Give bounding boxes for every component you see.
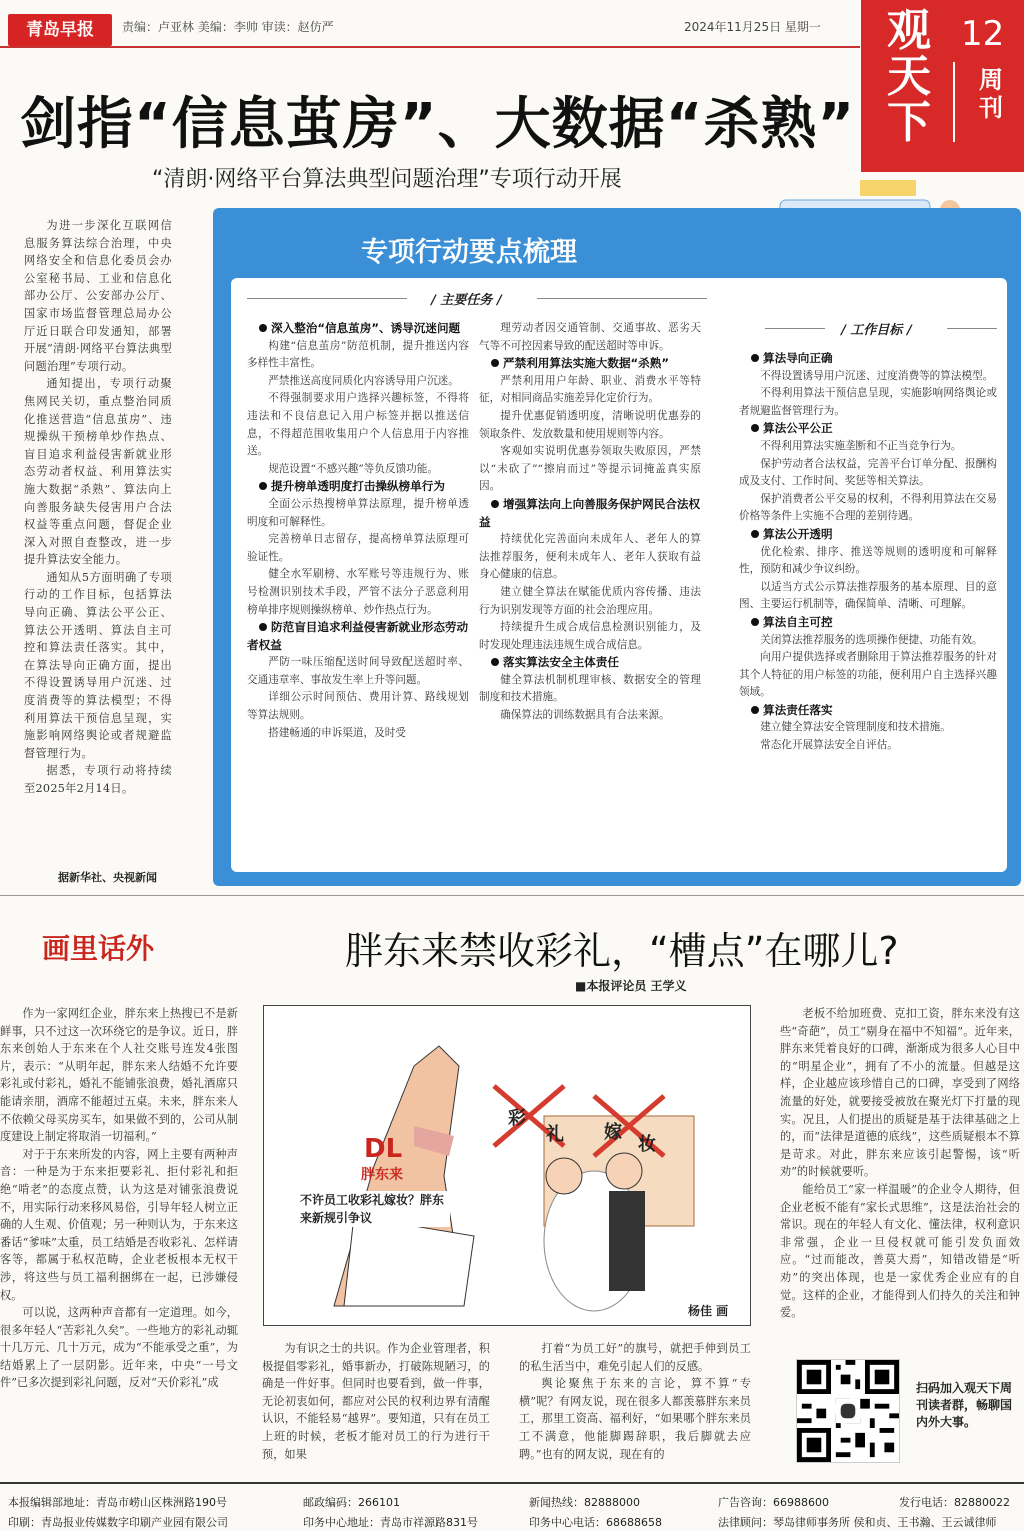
box-item-heading: 算法公开透明 (739, 526, 997, 544)
paragraph: 理劳动者因交通管制、交通事故、恶劣天气等不可控因素导致的配送超时等申诉。 (479, 322, 701, 352)
paragraph: 详细公示时间预估、费用计算、路线规划等算法规则。 (247, 691, 469, 722)
paragraph: 客观如实说明优惠券领取失败原因，严禁以“未砍了”“擦肩而过”等提示词掩盖真实原因。 (479, 445, 701, 493)
paragraph: 不得利用算法实施垄断和不正当竞争行为。 (760, 439, 962, 452)
footer-print-address: 印务中心地址：青岛市祥源路831号 (303, 1516, 478, 1529)
bullet-icon (491, 658, 499, 666)
paragraph: 老板不给加班费、克扣工资，胖东来没有这些“奇葩”，员工“剔身在福中不知福”。近年来，胖东来凭着良好的口碑，渐渐成为很多人心目中的“明星企业”，拥有了不小的流量。但越是这样，企业越应该珍惜自己的口碑，享受到了网络流量的好处，就要接受被放在聚光灯下打量的现实。况且，人们提出的质疑是基于法律基础之上的，而“法律是道德的底线”，这些质疑根本不算是苛求。对此，胖东来应该引起警惕，该“听劝”的时候就要听。 (780, 1007, 1020, 1179)
cartoon-word: 彩 (508, 1108, 526, 1129)
paragraph: 通知提出，专项行动聚焦网民关切，重点整治同质化推送营造“信息茧房”、违规操纵干预榜单炒作热点、盲目追求利益侵害新就业形态劳动者权益、利用算法实施大数据“杀熟”、算法向上向善服务缺失侵害用户合法权益等重点问题，督促企业深入对照自查整改，进一步提升算法安全能力。 (24, 377, 172, 567)
paragraph: 保护劳动者合法权益，完善平台订单分配、报酬构成及支付、工作时间、奖惩等相关算法。 (739, 457, 997, 488)
box-item-heading: 算法责任落实 (739, 702, 997, 720)
footer-printer: 印刷：青岛报业传媒数字印刷产业园有限公司 (8, 1516, 228, 1529)
story2-headline: 胖东来禁收彩礼，“槽点”在哪儿? (345, 929, 899, 973)
weekly-label: 周刊 (979, 66, 1003, 122)
page-number: 12 (961, 14, 1005, 54)
story1-byline: 据新华社、央视新闻 (58, 871, 157, 884)
cartoon-notice: 不许员工收彩礼嫁妆？胖东来新规引争议 (300, 1191, 450, 1227)
paragraph: 以适当方式公示算法推荐服务的基本原理、目的意图、主要运行机制等，确保简单、清晰、可理解。 (739, 580, 997, 611)
box-title: 专项行动要点梳理 (361, 237, 577, 268)
paragraph: 向用户提供选择或者删除用于算法推荐服务的针对其个人特征的用户标签的功能，便利用户自主选择兴趣领域。 (739, 651, 997, 699)
publish-date: 2024年11月25日 星期一 (684, 20, 821, 34)
story2-column-2 (262, 1340, 490, 1463)
cartoon-word: 礼 (546, 1124, 564, 1145)
cartoon-word: 妆 (638, 1134, 656, 1155)
footer-ad: 广告咨询：66988600 (718, 1496, 829, 1509)
paragraph: 为进一步深化互联网信息服务算法综合治理，中央网络安全和信息化委员会办公室秘书局、工业和信息化部办公厅、公安部办公厅、国家市场监督管理总局办公厅近日联合印发通知，部署开展“清朗·网络平台算法典型问题治理”专项行动。 (24, 219, 172, 373)
box-column-1 (247, 320, 469, 742)
story2-column-1 (0, 1005, 238, 1392)
paragraph: 严防一味压缩配送时间导致配送超时率、交通违章率、事故发生率上升等问题。 (247, 656, 469, 686)
paragraph: 通知从5方面明确了专项行动的工作目标，包括算法导向正确、算法公平公正、算法公开透明、算法自主可控和算法责任落实。其中，在算法导向正确方面，提出不得设置诱导用户沉迷、过度消费等的算法模型；不得利用算法干预信息呈现，实施影响网络舆论或者规避监督管理行为。 (24, 570, 172, 760)
footer (0, 1482, 1024, 1531)
bullet-icon (751, 618, 759, 626)
box-item-heading: 深入整治“信息茧房”、诱导沉迷问题 (247, 320, 469, 338)
box-column-2 (479, 320, 701, 725)
header-rule (0, 46, 860, 48)
key-points-box (213, 208, 1021, 886)
bullet-icon (751, 354, 759, 362)
paragraph: 提升优惠促销透明度，清晰说明优惠券的领取条件、发放数量和使用规则等内容。 (479, 409, 701, 440)
footer-postcode: 邮政编码：266101 (303, 1496, 400, 1509)
paragraph: 全面公示热搜榜单算法原理，提升榜单透明度和可解释性。 (247, 497, 469, 528)
story1-headline: 剑指“信息茧房”、大数据“杀熟” (20, 92, 856, 157)
box-item-heading: 算法导向正确 (739, 350, 997, 368)
story2-byline: ■本报评论员 王学义 (575, 979, 687, 993)
story1-body (24, 217, 172, 798)
story1-subhead: “清朗·网络平台算法典型问题治理”专项行动开展 (152, 167, 622, 192)
qr-code-pattern (797, 1360, 899, 1462)
cartoon-drawing (264, 1006, 751, 1326)
paragraph: 严禁推送高度同质化内容诱导用户沉迷。 (268, 374, 459, 387)
paragraph: 对于于东来所发的内容，网上主要有两种声音：一种是为于东来拒要彩礼、拒付彩礼和拒绝“啃老”的态度点赞，认为这是对铺张浪费说不，用实际行动来移风易俗，引导年轻人树立正确的人生观、价值观；另一种则认为，于东来这番话“爹味”太重，员工结婚是否收彩礼、怎样请客等，都属于私权范畴，企业老板根本无权干涉，将这些与员工福利捆绑在一起，已涉嫌侵权。 (0, 1147, 238, 1302)
paragraph: 不得强制要求用户选择兴趣标签，不得将违法和不良信息记入用户标签并据以推送信息，不得超范围收集用户个人信息用于内容推送。 (247, 392, 469, 458)
paragraph: 为有识之士的共识。作为企业管理者，积极提倡零彩礼，婚事新办，打破陈规陋习，的确是一件好事。但同时也要看到，做一件事，无论初衷如何，都应对公民的权利边界有清醒认识，不能轻易“越界”。要知道，只有在员工上班的时候，老板才能对员工的行为进行干预，如果 (262, 1342, 490, 1461)
box-item-heading: 算法自主可控 (739, 614, 997, 632)
page-credits: 责编：卢亚林 美编：李帅 审读：赵仿严 (122, 20, 334, 34)
bullet-icon (491, 500, 499, 508)
paragraph: 建立健全算法在赋能优质内容传播、违法行为识别发现等方面的社会治理应用。 (479, 585, 701, 616)
box-item-heading: 提升榜单透明度打击操纵榜单行为 (247, 478, 469, 496)
section-badge (861, 0, 1024, 172)
story2-column-4 (780, 1005, 1020, 1322)
paragraph: 不得设置诱导用户沉迷、过度消费等的算法模型。 (760, 369, 994, 382)
paragraph: 构建“信息茧房”防范机制，提升推送内容多样性丰富性。 (247, 339, 469, 370)
newspaper-logo: 青岛早报 (8, 14, 112, 46)
footer-address: 本报编辑部地址：青岛市崂山区株洲路190号 (8, 1496, 227, 1509)
paragraph: 可以说，这两种声音都有一定道理。如今，很多年轻人“苦彩礼久矣”。一些地方的彩礼动辄十几万元、几十万元，成为“不能承受之重”，为结婚累上了一层阴影。近年来，中央“一号文件”已多次提到彩礼问题，反对“天价彩礼”成 (0, 1306, 238, 1390)
paragraph: 搭建畅通的申诉渠道，及时受 (268, 726, 406, 739)
box-item-heading: 算法公平公正 (739, 420, 997, 438)
paragraph: 打着“为员工好”的旗号，就把手伸到员工的私生活当中，难免引起人们的反感。 (519, 1342, 751, 1373)
bullet-icon (751, 706, 759, 714)
paragraph: 常态化开展算法安全自评估。 (760, 739, 898, 752)
footer-print-phone: 印务中心电话：68688658 (529, 1516, 662, 1529)
box-inner (231, 278, 1007, 872)
box-item-heading: 严禁利用算法实施大数据“杀熟” (479, 355, 701, 373)
paragraph: 严禁利用用户年龄、职业、消费水平等特征，对相同商品实施差异化定价行为。 (479, 374, 701, 405)
section-name: 观天下 (887, 5, 931, 148)
story2-column-3 (519, 1340, 751, 1463)
bullet-icon (259, 482, 267, 490)
bullet-icon (259, 623, 267, 631)
bullet-icon (259, 324, 267, 332)
footer-hotline: 新闻热线：82888000 (529, 1496, 640, 1509)
qr-caption: 扫码加入观天下周刊读者群，畅聊国内外大事。 (916, 1381, 1013, 1429)
box-item-heading: 落实算法安全主体责任 (479, 654, 701, 672)
paragraph: 舆论聚焦于东来的言论，算不算“专横”呢？有网友说，现在很多人都羡慕胖东来员工，那里工资高、福利好，“如果哪个胖东来员工不满意，他能脚踢辞职，我后脚就去应聘。”也有的网友说，现在有的 (519, 1377, 751, 1461)
qr-code[interactable] (796, 1359, 900, 1463)
cartoon-brand: 胖东来 (361, 1167, 403, 1183)
paragraph: 建立健全算法安全管理制度和技术措施。 (760, 721, 951, 734)
paragraph: 作为一家网红企业，胖东来上热搜已不是新鲜事，只不过这一次环绕它的是争议。近日，胖东来创始人于东来在个人社交账号连发4张图片，表示：“从明年起，胖东来人结婚不允许要彩礼或付彩礼，婚礼不能铺张浪费，婚礼酒席只能请亲朋，酒席不能超过五桌。未来，胖东来人不依赖父母买房买车，如果做不到的，公司从制度建设上制定将取消一切福利。” (0, 1007, 238, 1144)
bullet-icon (751, 424, 759, 432)
paragraph: 保护消费者公平交易的权利，不得利用算法在交易价格等条件上实施不合理的差别待遇。 (739, 492, 997, 523)
bullet-icon (491, 359, 499, 367)
paragraph: 持续提升生成合成信息检测识别能力，及时发现处理违法违规生成合成信息。 (479, 621, 701, 651)
paragraph: 据悉，专项行动将持续至2025年2月14日。 (24, 764, 172, 795)
paragraph: 不得利用算法干预信息呈现，实施影响网络舆论或者规避监督管理行为。 (739, 387, 997, 417)
paragraph: 确保算法的训练数据具有合法来源。 (500, 709, 670, 722)
paragraph: 健全算法机制机理审核、数据安全的管理制度和技术措施。 (479, 673, 701, 704)
box-item-heading: 增强算法向上向善服务保护网民合法权益 (479, 496, 701, 529)
section-divider (0, 895, 1024, 896)
cartoon-word: 嫁 (604, 1122, 622, 1143)
main-tasks-heading: / 主要任务 / (431, 293, 502, 308)
footer-legal: 法律顾问：琴岛律师事务所 侯和贞、王书瀚、王云诚律师 (718, 1516, 997, 1529)
work-goals-heading: / 工作目标 / (841, 323, 912, 338)
column-logo: 画里话外 (42, 932, 155, 965)
paragraph: 健全水军刷榜、水军账号等违规行为、账号检测识别技术手段，严管不法分子恶意利用榜单排序规则操纵榜单、炒作热点行为。 (247, 568, 469, 616)
paragraph: 能给员工“家一样温暖”的企业令人期待，但企业老板不能有“家长式思维”，这是法治社会的常识。现在的年轻人有文化、懂法律，权利意识非常强，企业一旦侵权就可能引发负面效应。“过而能改，善莫大焉”，知错改错是“听劝”的突出体现，也是一家优秀企业应有的自觉。这样的企业，才能得到人们持久的关注和钟爱。 (780, 1182, 1020, 1320)
paragraph: 关闭算法推荐服务的选项操作便捷、功能有效。 (760, 633, 983, 646)
paragraph: 持续优化完善面向未成年人、老年人的算法推荐服务，便利未成年人、老年人获取有益身心健康的信息。 (479, 533, 701, 581)
paragraph: 完善榜单日志留存，提高榜单算法原理可验证性。 (247, 533, 469, 563)
paragraph: 规范设置“不感兴趣”等负反馈功能。 (268, 462, 438, 475)
editorial-cartoon (263, 1005, 751, 1326)
bullet-icon (751, 530, 759, 538)
paragraph: 优化检索、排序、推送等规则的透明度和可解释性，预防和减少争议纠纷。 (739, 545, 997, 576)
cartoon-logo: DL (364, 1134, 403, 1164)
cartoon-artist: 杨佳 画 (688, 1304, 729, 1318)
box-item-heading: 防范盲目追求利益侵害新就业形态劳动者权益 (247, 620, 469, 652)
footer-distribution: 发行电话：82880022 (899, 1496, 1010, 1509)
box-column-3 (739, 350, 997, 755)
